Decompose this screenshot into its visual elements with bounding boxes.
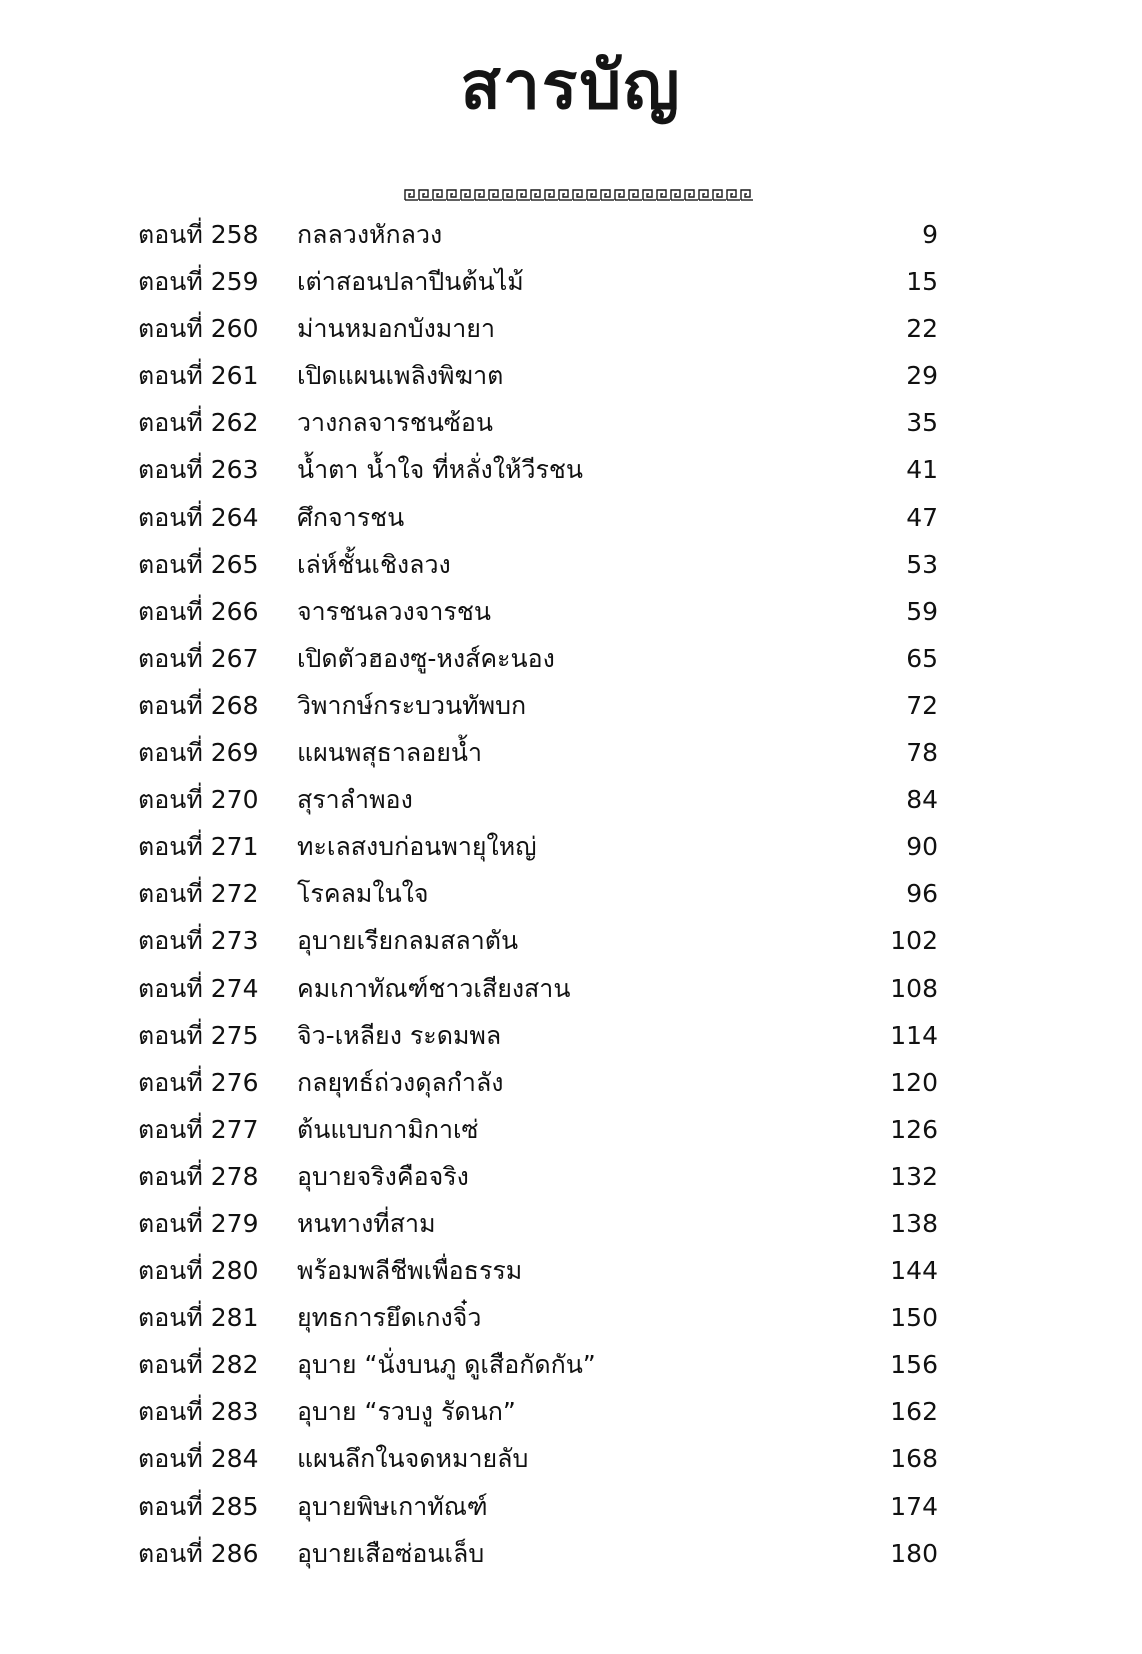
toc-entry [138, 211, 938, 258]
chapter-title: พร้อมพลีชีพเพื่อธรรม [297, 1256, 523, 1286]
page-number: 22 [906, 314, 938, 344]
page-title: สารบัญ [460, 46, 682, 124]
page-number: 114 [890, 1020, 938, 1050]
chapter-number: ตอนที่ 281 [138, 1303, 259, 1333]
toc-entry [138, 729, 938, 776]
page-number: 41 [906, 455, 938, 485]
toc-entry [138, 682, 938, 729]
chapter-number: ตอนที่ 274 [138, 973, 259, 1003]
chapter-number: ตอนที่ 264 [138, 502, 259, 532]
chapter-title: ศึกจารชน [297, 502, 405, 532]
toc-entry [138, 446, 938, 493]
page-number: 35 [906, 408, 938, 438]
page-number: 168 [890, 1444, 938, 1474]
chapter-number: ตอนที่ 286 [138, 1538, 259, 1568]
page-number: 144 [890, 1256, 938, 1286]
page-number: 90 [906, 832, 938, 862]
toc-entry [138, 1247, 938, 1294]
page-number: 132 [890, 1161, 938, 1191]
chapter-title: วิพากษ์กระบวนทัพบก [297, 690, 527, 720]
toc-entry [138, 399, 938, 446]
page-number: 47 [906, 502, 938, 532]
chapter-number: ตอนที่ 272 [138, 879, 259, 909]
toc-entry [138, 352, 938, 399]
toc-entry [138, 1106, 938, 1153]
chapter-title: จารชนลวงจารชน [297, 596, 491, 626]
chapter-title: ยุทธการยึดเกงจิ๋ว [297, 1303, 482, 1333]
chapter-title: เต่าสอนปลาปีนต้นไม้ [297, 267, 524, 297]
toc-entry [138, 870, 938, 917]
chapter-title: เปิดตัวฮองซู-หงส์คะนอง [297, 643, 555, 673]
page-number: 78 [906, 738, 938, 768]
chapter-title: อุบายจริงคือจริง [297, 1161, 469, 1191]
table-of-contents [138, 211, 938, 1577]
chapter-number: ตอนที่ 270 [138, 785, 259, 815]
toc-entry [138, 1483, 938, 1530]
page-number: 162 [890, 1397, 938, 1427]
chapter-number: ตอนที่ 280 [138, 1256, 259, 1286]
toc-entry [138, 823, 938, 870]
chapter-number: ตอนที่ 275 [138, 1020, 259, 1050]
chapter-number: ตอนที่ 261 [138, 361, 259, 391]
toc-entry [138, 494, 938, 541]
toc-entry [138, 1294, 938, 1341]
chapter-title: จิว-เหลียง ระดมพล [297, 1020, 502, 1050]
toc-entry [138, 258, 938, 305]
chapter-title: เล่ห์ชั้นเชิงลวง [297, 549, 451, 579]
toc-entry [138, 917, 938, 964]
page-number: 126 [890, 1114, 938, 1144]
chapter-title: ทะเลสงบก่อนพายุใหญ่ [297, 832, 537, 862]
chapter-title: เปิดแผนเพลิงพิฆาต [297, 361, 504, 391]
chapter-number: ตอนที่ 283 [138, 1397, 259, 1427]
page-number: 72 [906, 690, 938, 720]
toc-entry [138, 1153, 938, 1200]
page-number: 65 [906, 643, 938, 673]
chapter-number: ตอนที่ 259 [138, 267, 259, 297]
page-number: 108 [890, 973, 938, 1003]
chapter-title: แผนพสุธาลอยน้ำ [297, 738, 482, 768]
chapter-title: อุบาย “นั่งบนภู ดูเสือกัดกัน” [297, 1350, 596, 1380]
chapter-title: แผนลึกในจดหมายลับ [297, 1444, 529, 1474]
page-number: 59 [906, 596, 938, 626]
chapter-number: ตอนที่ 268 [138, 690, 259, 720]
chapter-number: ตอนที่ 276 [138, 1067, 259, 1097]
page-number: 9 [922, 220, 938, 249]
page-number: 15 [906, 267, 938, 297]
chapter-number: ตอนที่ 266 [138, 596, 259, 626]
toc-entry [138, 776, 938, 823]
page-number: 53 [906, 549, 938, 579]
page-number: 102 [890, 926, 938, 956]
toc-entry [138, 1200, 938, 1247]
page-number: 150 [890, 1303, 938, 1333]
page-number: 156 [890, 1350, 938, 1380]
chapter-title: อุบายเสือซ่อนเล็บ [297, 1538, 485, 1568]
chapter-title: สุราลำพอง [297, 785, 413, 815]
toc-entry [138, 1012, 938, 1059]
chapter-number: ตอนที่ 277 [138, 1114, 259, 1144]
toc-entry [138, 1341, 938, 1388]
page-number: 120 [890, 1067, 938, 1097]
ornamental-divider [404, 188, 753, 202]
chapter-title: โรคลมในใจ [297, 879, 429, 909]
chapter-title: วางกลจารชนซ้อน [297, 408, 493, 438]
toc-entry [138, 305, 938, 352]
chapter-title: อุบายพิษเกาทัณฑ์ [297, 1491, 488, 1521]
chapter-number: ตอนที่ 258 [138, 220, 259, 249]
page-number: 29 [906, 361, 938, 391]
toc-entry [138, 635, 938, 682]
chapter-number: ตอนที่ 263 [138, 455, 259, 485]
page-number: 84 [906, 785, 938, 815]
chapter-number: ตอนที่ 271 [138, 832, 259, 862]
chapter-number: ตอนที่ 260 [138, 314, 259, 344]
toc-entry [138, 588, 938, 635]
chapter-title: ต้นแบบกามิกาเซ่ [297, 1114, 479, 1144]
chapter-number: ตอนที่ 284 [138, 1444, 259, 1474]
page-number: 138 [890, 1208, 938, 1238]
page-number: 96 [906, 879, 938, 909]
toc-entry [138, 1435, 938, 1482]
chapter-title: กลลวงหักลวง [297, 220, 443, 249]
toc-entry [138, 965, 938, 1012]
toc-entry [138, 541, 938, 588]
page-number: 174 [890, 1491, 938, 1521]
chapter-number: ตอนที่ 267 [138, 643, 259, 673]
chapter-number: ตอนที่ 279 [138, 1208, 259, 1238]
page-number: 180 [890, 1538, 938, 1568]
chapter-number: ตอนที่ 262 [138, 408, 259, 438]
chapter-number: ตอนที่ 278 [138, 1161, 259, 1191]
chapter-number: ตอนที่ 265 [138, 549, 259, 579]
chapter-number: ตอนที่ 285 [138, 1491, 259, 1521]
chapter-title: กลยุทธ์ถ่วงดุลกำลัง [297, 1067, 504, 1097]
chapter-number: ตอนที่ 269 [138, 738, 259, 768]
chapter-title: คมเกาทัณฑ์ชาวเสียงสาน [297, 973, 571, 1003]
chapter-title: ม่านหมอกบังมายา [297, 314, 495, 344]
chapter-number: ตอนที่ 282 [138, 1350, 259, 1380]
toc-entry [138, 1530, 938, 1577]
chapter-title: อุบาย “รวบงู รัดนก” [297, 1397, 516, 1427]
chapter-number: ตอนที่ 273 [138, 926, 259, 956]
toc-entry [138, 1059, 938, 1106]
chapter-title: หนทางที่สาม [297, 1208, 436, 1238]
chapter-title: น้ำตา น้ำใจ ที่หลั่งให้วีรชน [297, 455, 583, 485]
chapter-title: อุบายเรียกลมสลาตัน [297, 926, 519, 956]
toc-entry [138, 1388, 938, 1435]
